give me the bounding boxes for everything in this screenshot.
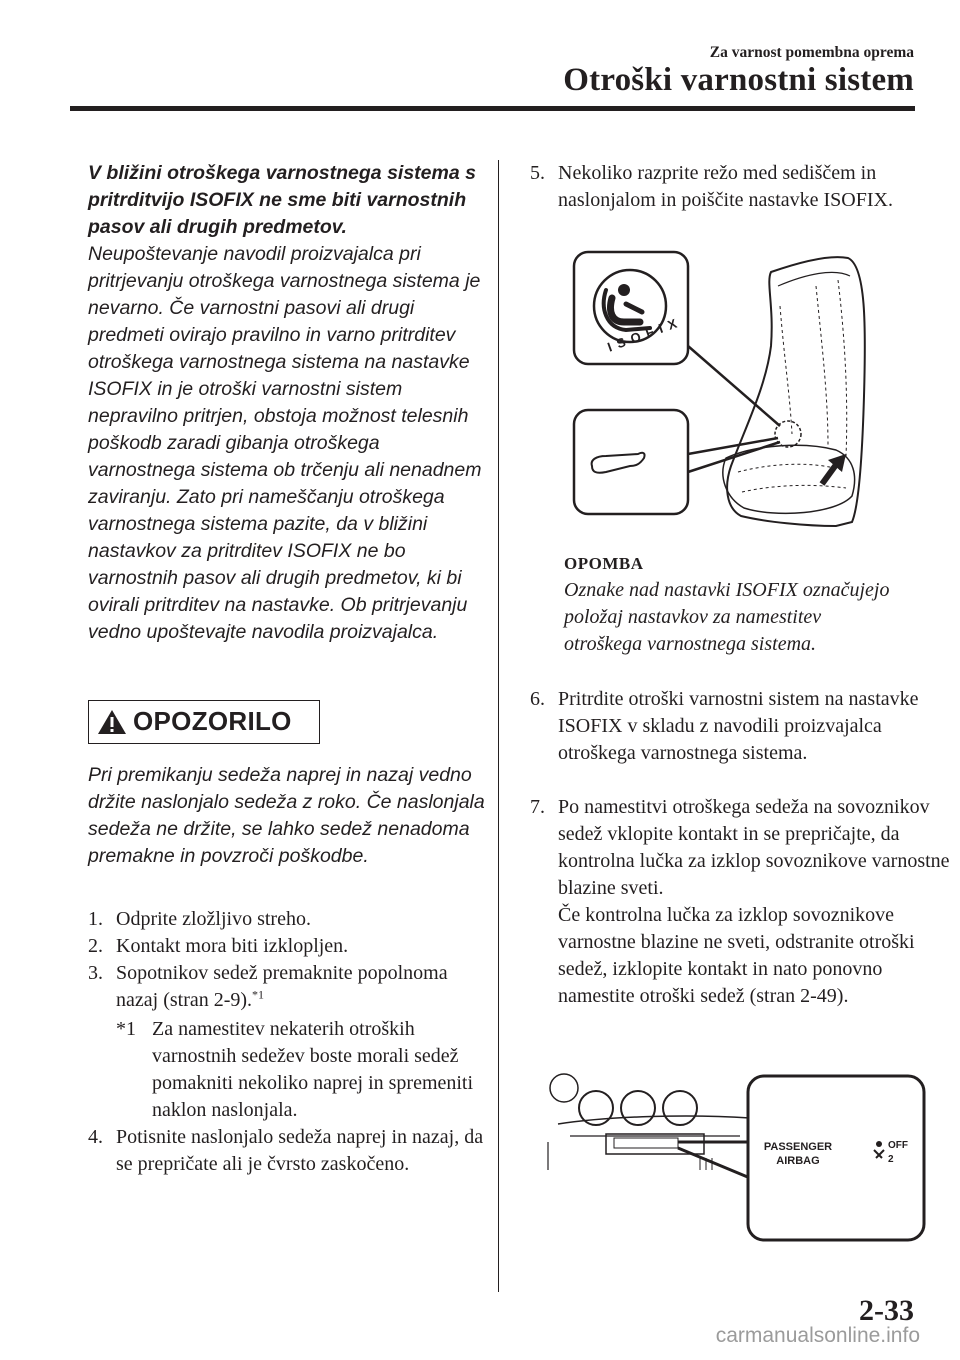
- warning-bold-text: V bližini otroškega varnostnega sistema s pritrditvijo ISOFIX ne sme biti varnostnih pasov ali drugih predmetov.: [88, 162, 476, 238]
- seat-warning-text: Pri premikanju sedeža naprej in nazaj vedno držite naslonjalo sedeža z roko. Če naslonjala sedeža ne držite, se lahko sedež nenadoma premakne in povzroči poškodbe.: [88, 764, 485, 867]
- step-text: Odprite zložljivo streho.: [116, 908, 311, 930]
- isofix-seat-illustration: [566, 246, 876, 536]
- step-number: 1.: [88, 908, 103, 930]
- step-number: 4.: [88, 1126, 103, 1148]
- step-6: [530, 686, 958, 767]
- warning-body-text: Neupoštevanje navodil proizvajalca pri pritrjevanju otroškega varnostnega sistema je nevarno. Če varnostni pasovi ali drugi predmeti ovirajo pravilno in varno pritrditev otroškega varnostnega sistema na nastavke ISOFIX in je otroški varnostni sistem nepravilno pritrjen, obstoja možnost telesnih poškodb zaradi gibanja otroškega varnostnega sistema ob trčenju ali nenadnem zaviranju. Zato pri nameščanju otroškega varnostnega sistema pazite, da v bližini nastavkov za pritrditev ISOFIX ne bo varnostnih pasov ali drugih predmetov, ki bi ovirali pritrditev na nastavke. Ob pritrjevanju vedno upoštevajte navodila proizvajalca.: [88, 243, 482, 643]
- step-number: 2.: [88, 935, 103, 957]
- steps-list-left: [88, 906, 488, 1178]
- step-number: 6.: [530, 688, 545, 710]
- watermark: carmanualsonline.info: [715, 1324, 920, 1347]
- step-number: 7.: [530, 796, 545, 818]
- step-5: [530, 160, 958, 214]
- isofix-warning: [88, 160, 488, 646]
- warning-box: [88, 700, 320, 744]
- footnote-ref: *1: [252, 987, 265, 1002]
- list-item: [88, 906, 488, 933]
- page-number: 2-33: [859, 1294, 914, 1327]
- step-text: Po namestitvi otroškega sedeža na sovoznikov sedež vklopite kontakt in se prepričajte, da kontrolna lučka za izklop sovoznikove varnostne blazine sveti.: [558, 796, 950, 899]
- column-divider: [498, 160, 499, 1292]
- airbag-number: 2: [888, 1154, 894, 1165]
- step-number: 3.: [88, 962, 103, 984]
- header-section: Za varnost pomembna oprema: [709, 44, 914, 61]
- note-title: OPOMBA: [564, 554, 644, 573]
- airbag-label-passenger: PASSENGER: [763, 1141, 833, 1153]
- note-text: Oznake nad nastavki ISOFIX označujejo položaj nastavkov za namestitev otroškega varnostnega sistema.: [564, 579, 890, 655]
- step-text-continued: Če kontrolna lučka za izklop sovoznikove varnostne blazine ne sveti, odstranite otroški sedež, izklopite kontakt in nato ponovno namestite otroški sedež (stran 2-49).: [558, 904, 915, 1007]
- footnote-text: Za namestitev nekaterih otroških varnostnih sedežev boste morali sedež pomakniti nekoliko naprej in spremeniti naklon naslonjala.: [152, 1018, 474, 1121]
- airbag-off-label: OFF: [888, 1140, 908, 1151]
- list-item: [88, 933, 488, 960]
- step-text: Pritrdite otroški varnostni sistem na nastavke ISOFIX v skladu z navodili proizvajalca otroškega varnostnega sistema.: [558, 688, 919, 764]
- step-7: [530, 794, 958, 1010]
- step-text: Sopotnikov sedež premaknite popolnoma nazaj (stran 2-9).: [116, 962, 448, 1011]
- footnote: [88, 1016, 488, 1124]
- list-item: [88, 1124, 488, 1178]
- warning-label: OPOZORILO: [133, 706, 292, 736]
- step-text: Nekoliko razprite režo med sediščem in naslonjalom in poiščite nastavke ISOFIX.: [558, 162, 893, 211]
- list-item: [88, 960, 488, 1014]
- note-block: [564, 550, 894, 658]
- isofix-symbol-label: ISOFIX: [605, 313, 685, 355]
- footnote-mark: *1: [116, 1018, 136, 1040]
- page-title: Otroški varnostni sistem: [563, 62, 914, 98]
- airbag-label-airbag: AIRBAG: [776, 1155, 820, 1167]
- airbag-indicator-illustration: [540, 1066, 930, 1246]
- step-number: 5.: [530, 162, 545, 184]
- step-text: Potisnite naslonjalo sedeža naprej in nazaj, da se prepričate ali je čvrsto zaskočeno.: [116, 1126, 484, 1175]
- step-text: Kontakt mora biti izklopljen.: [116, 935, 349, 957]
- header-rule: [70, 106, 915, 111]
- warning-triangle-icon: [97, 709, 127, 735]
